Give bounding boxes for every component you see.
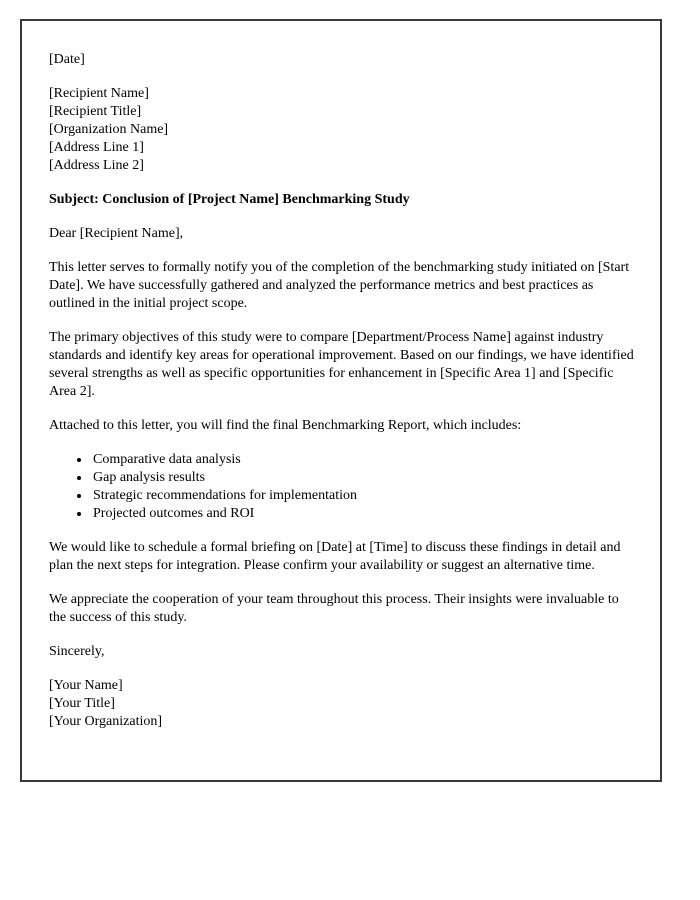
signature-organization: [Your Organization] xyxy=(49,714,163,729)
signature-block xyxy=(49,677,634,731)
date-placeholder: [Date] xyxy=(49,52,85,67)
body-paragraph-5: We appreciate the cooperation of your team throughout this process. Their insights were invaluable to the success of this study. xyxy=(49,592,619,625)
letter-document xyxy=(20,19,662,782)
recipient-name: [Recipient Name] xyxy=(49,86,149,101)
salutation: Dear [Recipient Name], xyxy=(49,226,184,241)
body-paragraph-1: This letter serves to formally notify you of the completion of the benchmarking study initiated on [Start Date]. We have successfully gathered and analyzed the performance metrics and best practices as outlined in the initial project scope. xyxy=(49,260,630,311)
address-line-1: [Address Line 1] xyxy=(49,140,144,155)
body-paragraph-4: We would like to schedule a formal briefing on [Date] at [Time] to discuss these findings in detail and plan the next steps for integration. Please confirm your availability or suggest an alternative time. xyxy=(49,540,621,573)
body-paragraph-2: The primary objectives of this study were to compare [Department/Process Name] against industry standards and identify key areas for operational improvement. Based on our findings, we have identified several strengths as well as specific opportunities for enhancement in [Specific Area 1] and [Specific Area 2]. xyxy=(49,330,634,399)
body-paragraph-3: Attached to this letter, you will find the final Benchmarking Report, which includes: xyxy=(49,418,522,433)
bullet-item: • Gap analysis results xyxy=(91,469,634,487)
recipient-address-block xyxy=(49,85,634,175)
organization-name: [Organization Name] xyxy=(49,122,169,137)
signature-name: [Your Name] xyxy=(49,678,123,693)
bullet-item: • Strategic recommendations for implementation xyxy=(91,487,634,505)
attachment-bullet-list xyxy=(49,451,634,523)
signature-title: [Your Title] xyxy=(49,696,115,711)
bullet-item: • Comparative data analysis xyxy=(91,451,634,469)
subject-line: Subject: Conclusion of [Project Name] Benchmarking Study xyxy=(49,192,410,207)
recipient-title: [Recipient Title] xyxy=(49,104,142,119)
bullet-item: • Projected outcomes and ROI xyxy=(91,505,634,523)
closing: Sincerely, xyxy=(49,644,105,659)
address-line-2: [Address Line 2] xyxy=(49,158,144,173)
